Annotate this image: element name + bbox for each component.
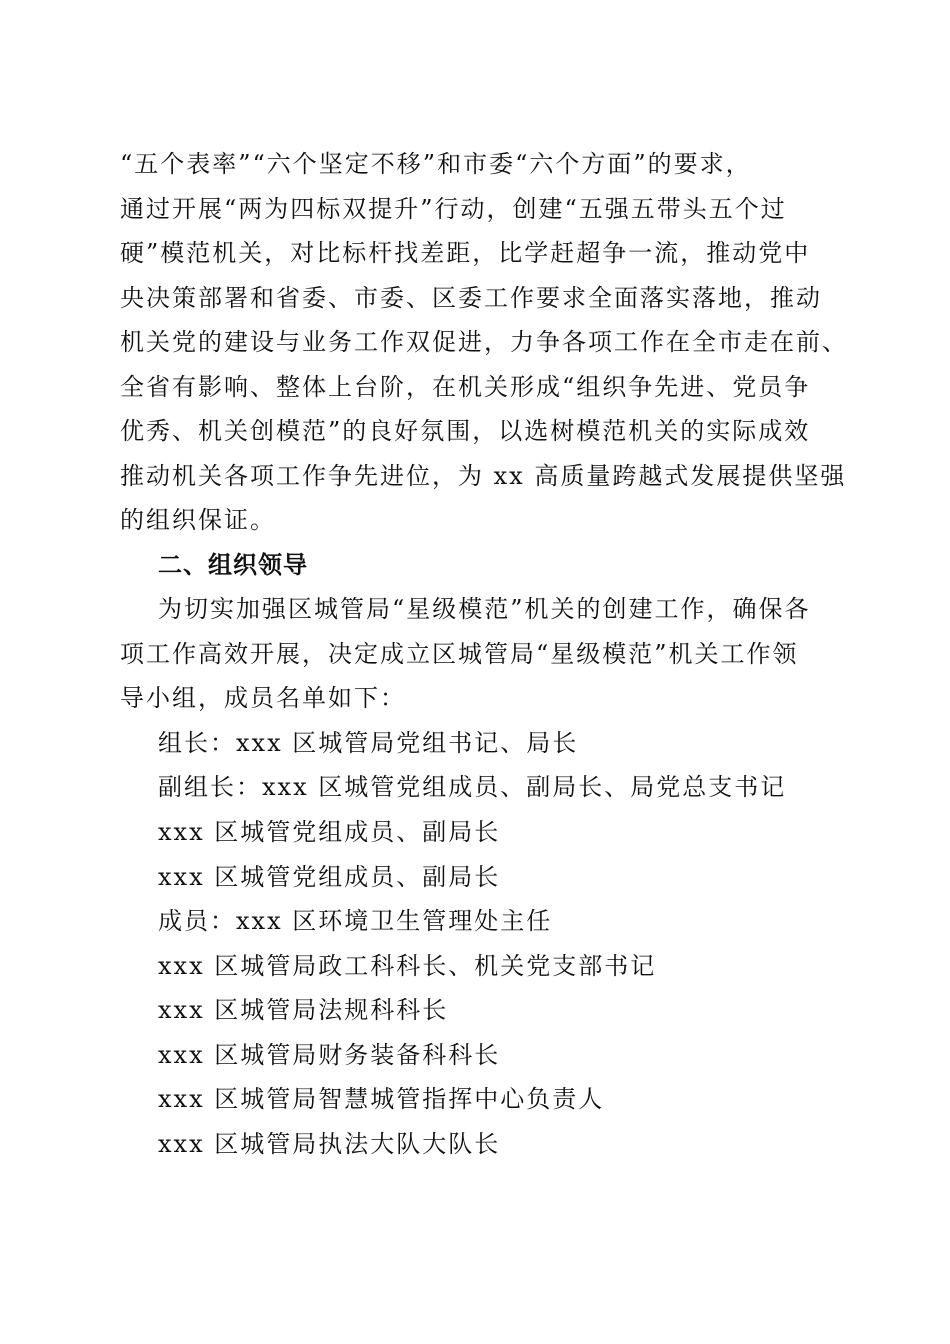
member-line: xxx 区城管局财务装备科科长 (158, 1041, 501, 1069)
member-line: xxx 区城管党组成员、副局长 (158, 863, 501, 891)
member-line: 组长：xxx 区城管局党组书记、局长 (158, 729, 579, 757)
member-line: xxx 区城管局法规科科长 (158, 996, 449, 1024)
paragraph-line: 优秀、机关创模范”的良好氛围，以选树模范机关的实际成效 (120, 417, 811, 445)
member-line: xxx 区城管局政工科科长、机关党支部书记 (158, 952, 657, 980)
member-line: 成员：xxx 区环境卫生管理处主任 (158, 907, 553, 935)
paragraph-line: 硬”模范机关，对比标杆找差距，比学赶超争一流，推动党中 (120, 239, 811, 267)
paragraph-line: 通过开展“两为四标双提升”行动，创建“五强五带头五个过 (120, 195, 787, 223)
paragraph-line: 推动机关各项工作争先进位，为 xx 高质量跨越式发展提供坚强 (120, 462, 847, 490)
paragraph-line: 导小组，成员名单如下： (120, 684, 406, 712)
paragraph-line: 央决策部署和省委、市委、区委工作要求全面落实落地，推动 (120, 284, 822, 312)
member-line: xxx 区城管党组成员、副局长 (158, 818, 501, 846)
member-line: xxx 区城管局智慧城管指挥中心负责人 (158, 1085, 605, 1113)
section-heading: 二、组织领导 (158, 551, 308, 579)
paragraph-line: “五个表率”“六个坚定不移”和市委“六个方面”的要求， (120, 150, 752, 178)
member-line: 副组长：xxx 区城管党组成员、副局长、局党总支书记 (158, 773, 787, 801)
paragraph-line: 的组织保证。 (120, 506, 276, 534)
paragraph-line: 项工作高效开展，决定成立区城管局“星级模范”机关工作领 (120, 640, 799, 668)
paragraph-line: 为切实加强区城管局“星级模范”机关的创建工作，确保各 (158, 595, 811, 623)
member-line: xxx 区城管局执法大队大队长 (158, 1130, 501, 1158)
paragraph-line: 机关党的建设与业务工作双促进，力争各项工作在全市走在前、 (120, 328, 848, 356)
paragraph-line: 全省有影响、整体上台阶，在机关形成“组织争先进、党员争 (120, 373, 811, 401)
